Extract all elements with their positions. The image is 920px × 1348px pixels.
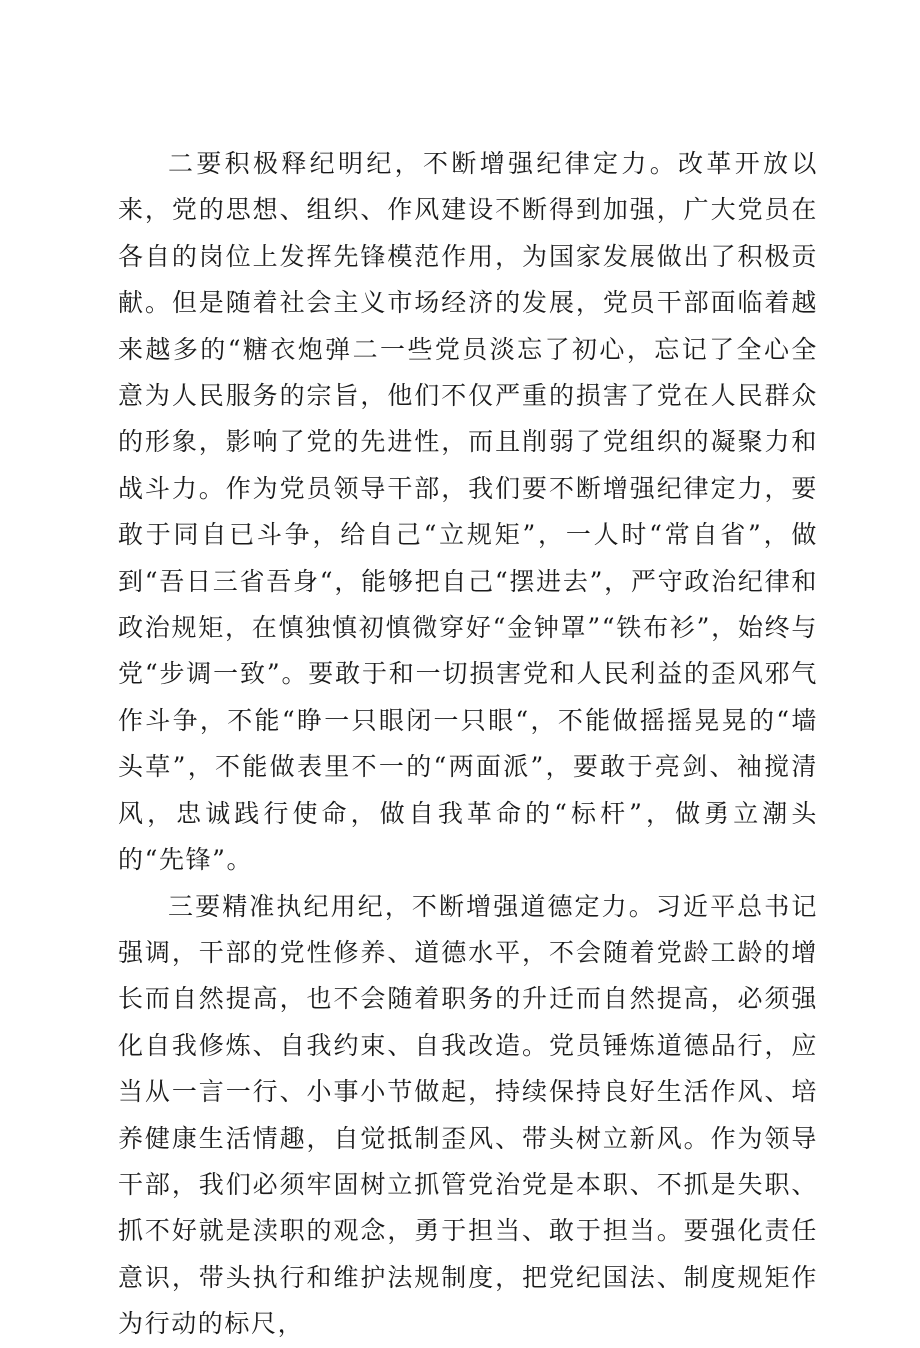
document-body [118, 141, 818, 1348]
paragraph-discipline: 二要积极释纪明纪，不断增强纪律定力。改革开放以来，党的思想、组织、作风建设不断得到加强，广大党员在各自的岗位上发挥先锋模范作用，为国家发展做出了积极贡献。但是随着社会主义市场经济的发展，党员干部面临着越来越多的“糖衣炮弹二一些党员淡忘了初心，忘记了全心全意为人民服务的宗旨，他们不仅严重的损害了党在人民群众的形象，影响了党的先进性，而且削弱了党组织的凝聚力和战斗力。作为党员领导干部，我们要不断增强纪律定力，要敢于同自已斗争，给自己“立规矩”，一人时“常自省”，做到“吾日三省吾身“，能够把自己“摆进去”，严守政治纪律和政治规矩，在慎独慎初慎微穿好“金钟罩”“铁布衫”，始终与党“步调一致”。要敢于和一切损害党和人民利益的歪风邪气作斗争，不能“睁一只眼闭一只眼“，不能做摇摇晃晃的“墙头草”，不能做表里不一的“两面派”，要敢于亮剑、袖搅清风，忠诚践行使命，做自我革命的“标杆”，做勇立潮头的“先锋”。 [118, 149, 818, 875]
paragraph-morality: 三要精准执纪用纪，不断增强道德定力。习近平总书记强调，干部的党性修养、道德水平，不会随着党龄工龄的增长而自然提高，也不会随着职务的升迁而自然提高，必须强化自我修炼、自我约束、自我改造。党员锤炼道德品行，应当从一言一行、小事小节做起，持续保持良好生活作风、培养健康生活情趣，自觉抵制歪风、带头树立新风。作为领导干部，我们必须牢固树立抓管党治党是本职、不抓是失职、抓不好就是渎职的观念，勇于担当、敢于担当。要强化责任意识，带头执行和维护法规制度，把党纪国法、制度规矩作为行动的标尺， [118, 891, 818, 1339]
